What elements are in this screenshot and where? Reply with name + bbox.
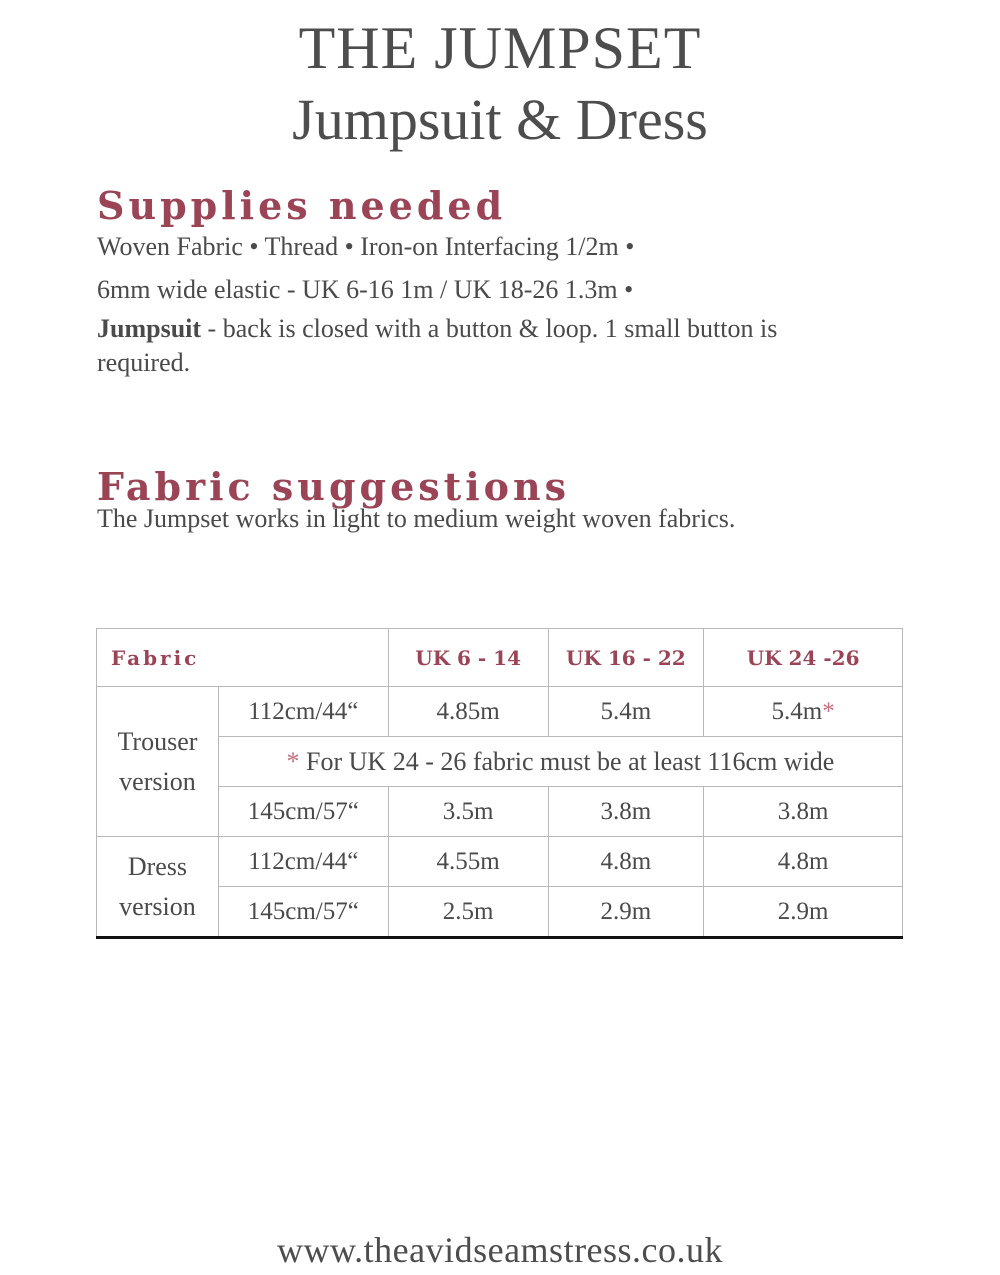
trouser-version-label: Trouser version: [97, 687, 219, 837]
jumpsuit-note: [97, 312, 857, 380]
fabric-width: 145cm/57“: [218, 787, 388, 837]
amount-value: 5.4m: [771, 697, 823, 725]
amount-cell: 4.8m: [704, 837, 903, 887]
website-url: www.theavidseamstress.co.uk: [276, 1230, 724, 1270]
table-title: Fabric: [97, 629, 389, 687]
amount-cell: 2.9m: [704, 887, 903, 938]
table-row: [97, 687, 903, 737]
amount-cell: 4.55m: [388, 837, 548, 887]
size-note: [218, 737, 902, 787]
title-line-1: THE JUMPSET: [298, 15, 702, 81]
column-header: UK 6 - 14: [388, 629, 548, 687]
jumpsuit-label: Jumpsuit: [97, 314, 202, 343]
fabric-width: 112cm/44“: [218, 837, 388, 887]
amount-cell: 3.8m: [704, 787, 903, 837]
supplies-heading: Supplies needed: [97, 183, 507, 228]
fabric-width: 145cm/57“: [218, 887, 388, 938]
amount-cell: 2.9m: [548, 887, 704, 938]
fabric-suggestions-text: The Jumpset works in light to medium weight woven fabrics.: [97, 504, 736, 533]
amount-cell: 3.8m: [548, 787, 704, 837]
supplies-line-2: 6mm wide elastic - UK 6-16 1m / UK 18-26 1.3m •: [97, 275, 634, 304]
column-header: UK 16 - 22: [548, 629, 704, 687]
amount-cell: 2.5m: [388, 887, 548, 938]
asterisk: *: [822, 697, 835, 725]
supplies-line-1: Woven Fabric • Thread • Iron-on Interfacing 1/2m •: [97, 232, 635, 261]
asterisk: *: [286, 746, 300, 776]
table-row: [97, 837, 903, 887]
dress-version-label: Dress version: [97, 837, 219, 938]
amount-cell: 3.5m: [388, 787, 548, 837]
fabric-width: 112cm/44“: [218, 687, 388, 737]
fabric-suggestions-heading: Fabric suggestions: [97, 464, 571, 509]
column-header: UK 24 -26: [704, 629, 903, 687]
fabric-table: [96, 628, 903, 939]
table-header-row: [97, 629, 903, 687]
amount-cell: [704, 687, 903, 737]
jumpsuit-note-text: - back is closed with a button & loop. 1 small button is required.: [97, 314, 778, 377]
amount-cell: 4.85m: [388, 687, 548, 737]
size-note-text: For UK 24 - 26 fabric must be at least 116cm wide: [299, 746, 835, 776]
title-line-2: Jumpsuit & Dress: [292, 87, 708, 152]
amount-cell: 4.8m: [548, 837, 704, 887]
amount-cell: 5.4m: [548, 687, 704, 737]
